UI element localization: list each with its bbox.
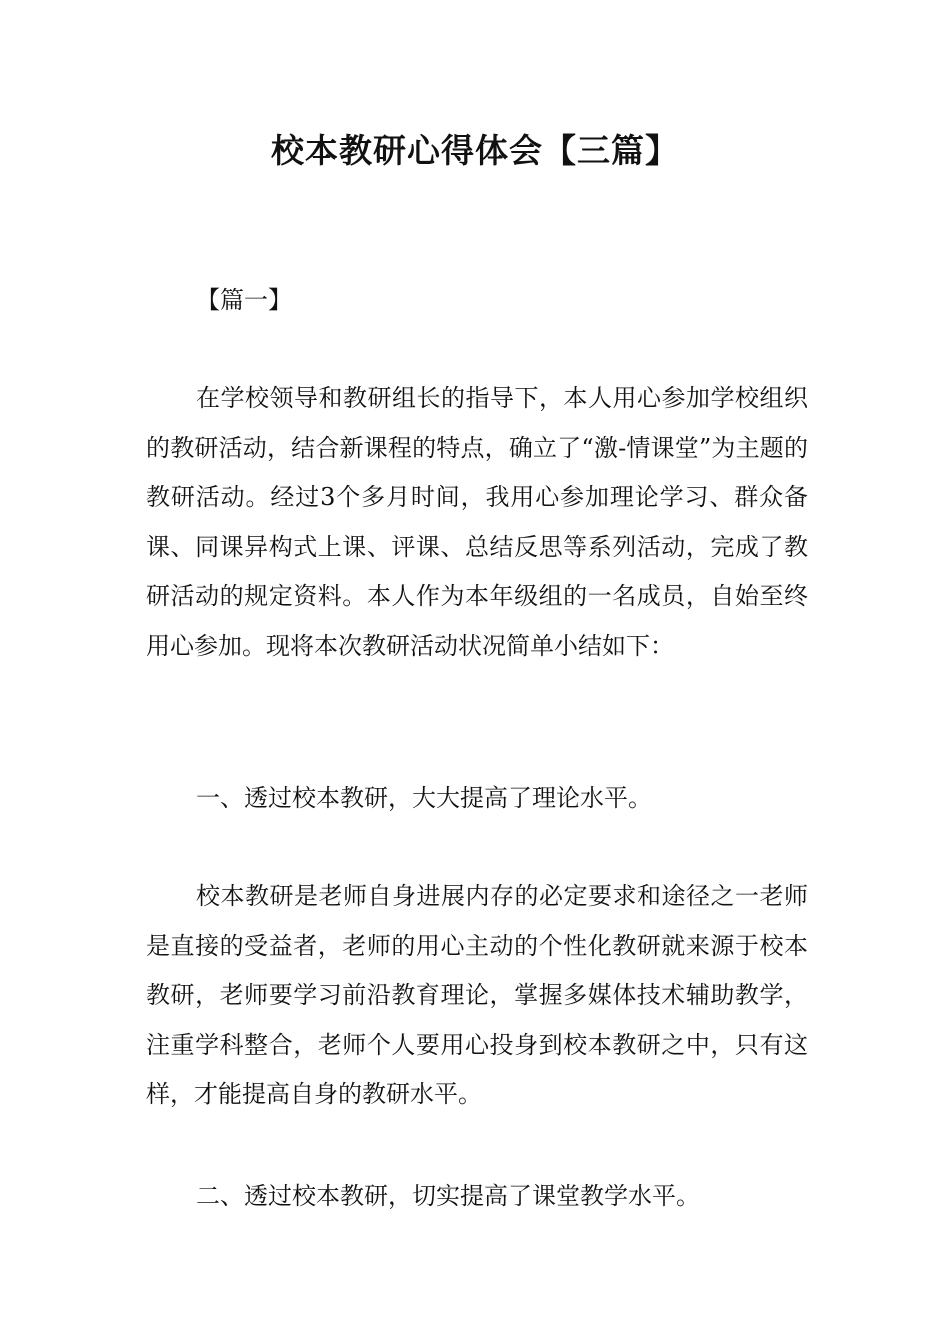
paragraph-body-one: 校本教研是老师自身进展内存的必定要求和途径之一老师是直接的受益者，老师的用心主动的个性化教研就来源于校本教研，老师要学习前沿教育理论，掌握多媒体技术辅助教学，注重学科整合，老师个人要用心投身到校本教研之中，只有这样，才能提高自身的教研水平。 <box>146 882 808 1109</box>
paragraph-intro: 在学校领导和教研组长的指导下，本人用心参加学校组织的教研活动，结合新课程的特点，确立了“激-情课堂”为主题的教研活动。经过3个多月时间，我用心参加理论学习、群众备课、同课异构式上课、评课、总结反思等系列活动，完成了教研活动的规定资料。本人作为本年级组的一名成员，自始至终用心参加。现将本次教研活动状况简单小结如下： <box>146 384 808 660</box>
paragraph-heading-two: 二、透过校本教研，切实提高了课堂教学水平。 <box>196 1182 700 1210</box>
paragraph-heading-one: 一、透过校本教研，大大提高了理论水平。 <box>196 784 652 812</box>
document-title: 校本教研心得体会【三篇】 <box>271 131 679 170</box>
section-label: 【篇一】 <box>196 286 292 314</box>
